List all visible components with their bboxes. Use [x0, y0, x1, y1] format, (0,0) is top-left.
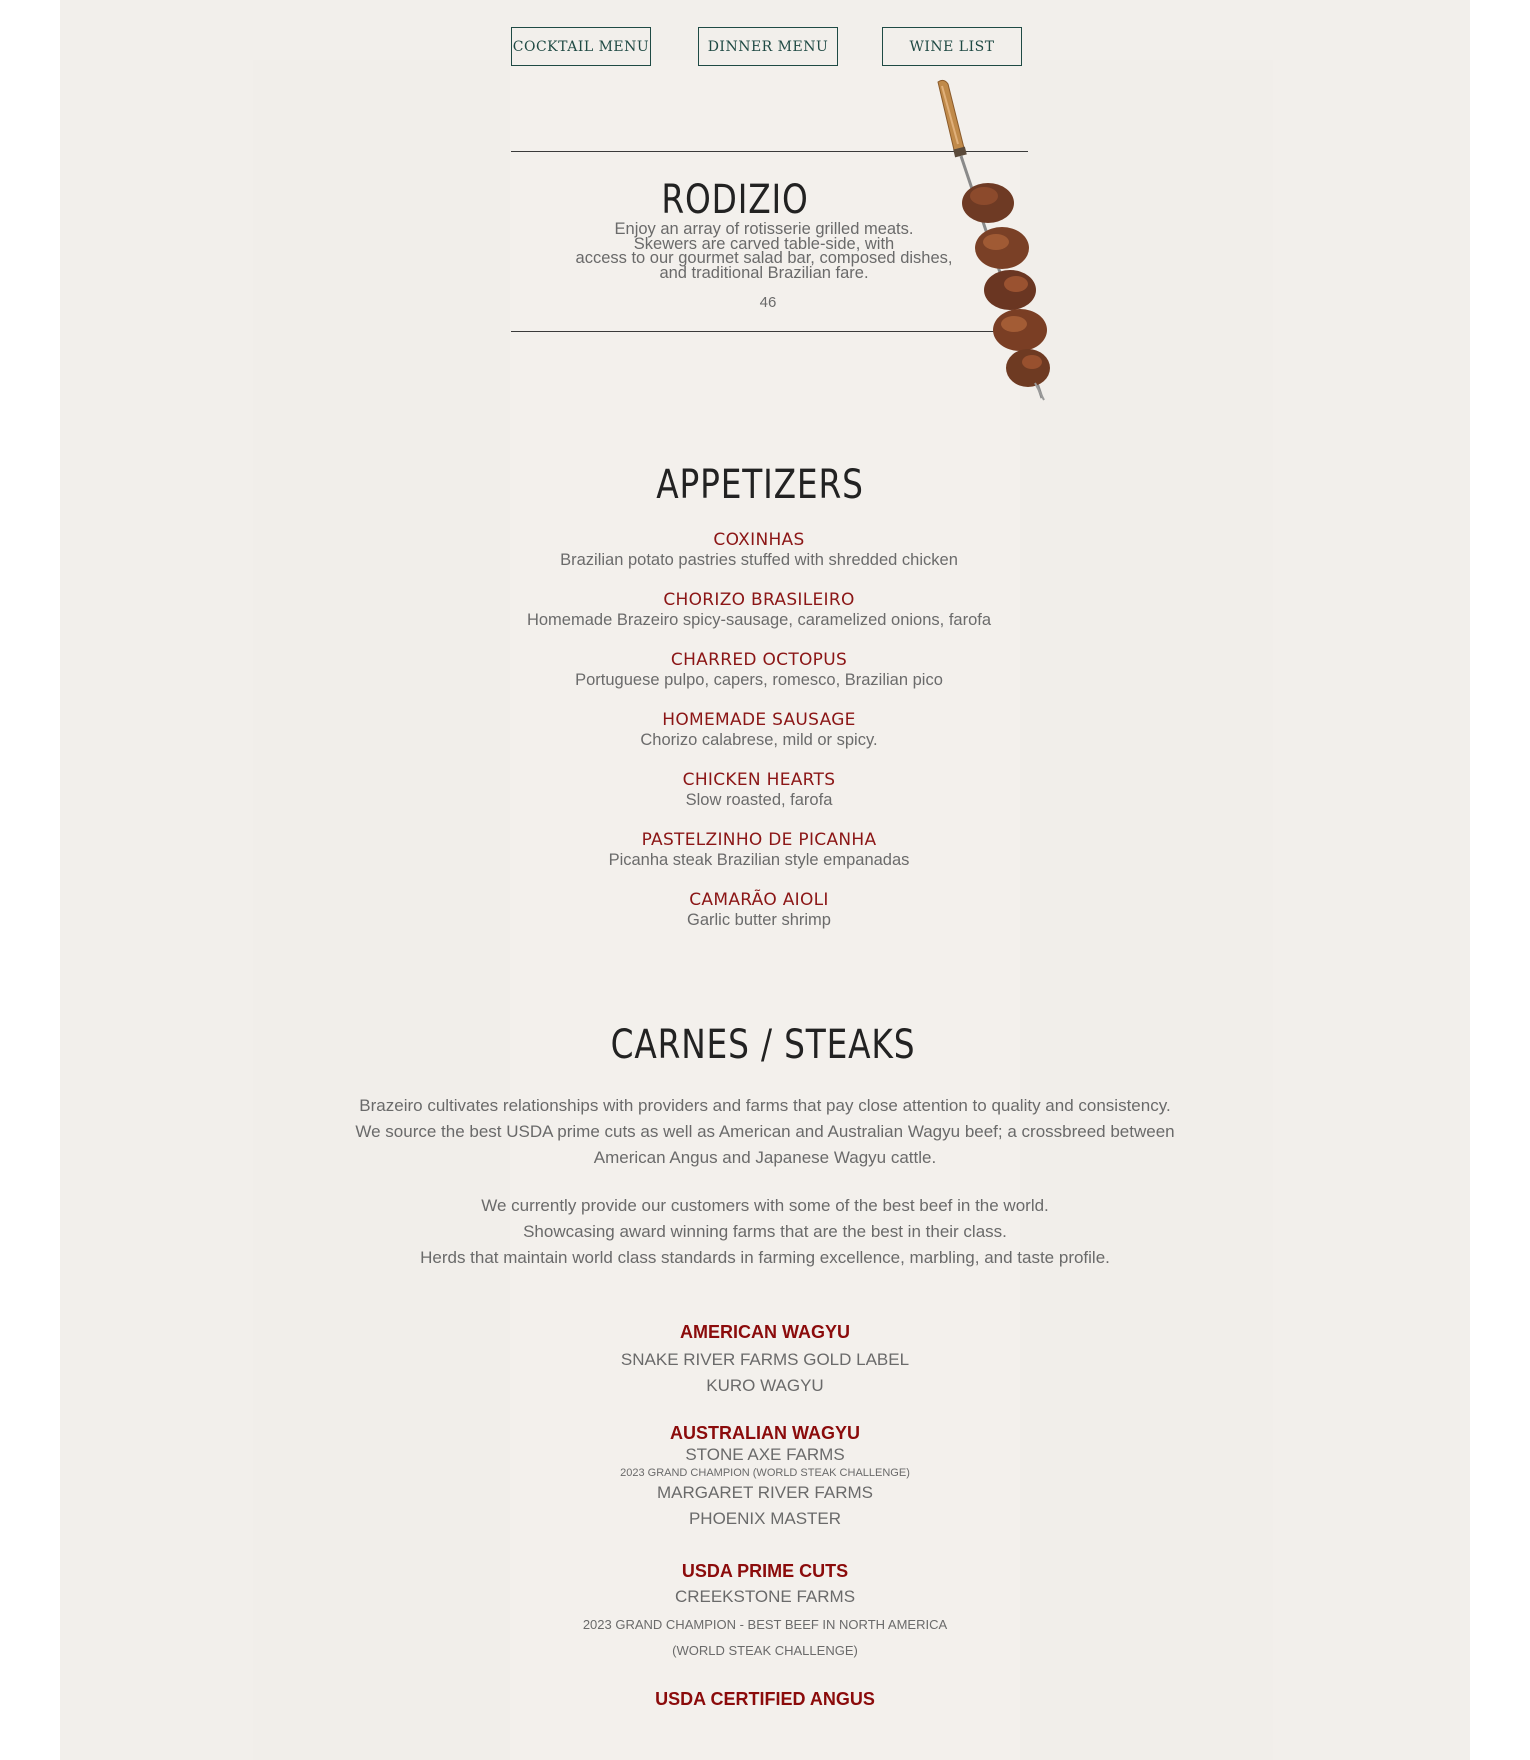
category-name: AMERICAN WAGYU [680, 1322, 850, 1342]
intro-line: Showcasing award winning farms that are the best in their class. [523, 1222, 1007, 1241]
american-wagyu-group [0, 1322, 1530, 1399]
award-text: 2023 GRAND CHAMPION - BEST BEEF IN NORTH AMERICA [582, 1617, 948, 1632]
rodizio-title: RODIZIO [661, 177, 809, 223]
steaks-title: CARNES / STEAKS [610, 1022, 916, 1068]
appetizers-section [0, 460, 1525, 510]
appetizer-item [0, 530, 1524, 570]
intro-line: We source the best USDA prime cuts as well as American and Australian Wagyu beef; a crossbreed between [355, 1122, 1175, 1141]
item-description: Portuguese pulpo, capers, romesco, Brazilian pico [575, 671, 943, 689]
rodizio-description [0, 222, 1529, 280]
item-name: HOMEMADE SAUSAGE [662, 710, 856, 730]
rodizio-price: 46 [759, 294, 777, 311]
cut-name: CREEKSTONE FARMS [674, 1587, 856, 1606]
divider-bottom [511, 331, 1001, 332]
cut-name: SNAKE RIVER FARMS GOLD LABEL [620, 1350, 910, 1369]
intro-line: Herds that maintain world class standards in farming excellence, marbling, and taste profile. [420, 1248, 1110, 1267]
rodizio-line: Skewers are carved table-side, with [633, 234, 895, 253]
item-name: CHARRED OCTOPUS [670, 650, 848, 670]
appetizer-item [0, 590, 1524, 630]
steaks-intro [0, 1093, 1530, 1171]
item-name: CHORIZO BRASILEIRO [663, 590, 855, 610]
award-text: (WORLD STEAK CHALLENGE) [672, 1643, 858, 1658]
skewer-icon [930, 78, 1050, 403]
appetizer-item [0, 710, 1524, 750]
rodizio-line: access to our gourmet salad bar, composed dishes, [575, 249, 953, 267]
steaks-section [0, 1020, 1528, 1070]
item-name: PASTELZINHO DE PICANHA [641, 830, 877, 850]
category-name: USDA CERTIFIED ANGUS [655, 1689, 875, 1709]
rodizio-line: Enjoy an array of rotisserie grilled meats. [614, 220, 914, 238]
steaks-intro-2 [0, 1193, 1530, 1271]
intro-line: We currently provide our customers with some of the best beef in the world. [481, 1196, 1049, 1215]
item-description: Brazilian potato pastries stuffed with shredded chicken [560, 551, 958, 569]
rodizio-line: and traditional Brazilian fare. [659, 263, 869, 282]
item-description: Picanha steak Brazilian style empanadas [608, 851, 910, 869]
intro-line: American Angus and Japanese Wagyu cattle. [593, 1148, 937, 1167]
wine-list-button[interactable]: WINE LIST [882, 27, 1022, 66]
category-name: USDA PRIME CUTS [681, 1561, 849, 1581]
item-name: CHICKEN HEARTS [682, 770, 836, 790]
cut-name: STONE AXE FARMS [685, 1445, 845, 1464]
usda-prime-group [0, 1561, 1530, 1664]
dinner-menu-button[interactable]: DINNER MENU [698, 27, 838, 66]
item-description: Chorizo calabrese, mild or spicy. [640, 731, 878, 749]
appetizer-item [0, 650, 1524, 690]
item-description: Garlic butter shrimp [687, 911, 831, 929]
category-name: AUSTRALIAN WAGYU [670, 1423, 860, 1443]
usda-angus-group [0, 1689, 1530, 1710]
item-description: Slow roasted, farofa [685, 791, 833, 809]
item-name: CAMARÃO AIOLI [689, 890, 829, 910]
appetizer-item [0, 890, 1524, 930]
cut-name: KURO WAGYU [706, 1376, 824, 1395]
cocktail-menu-button[interactable]: COCKTAIL MENU [511, 27, 651, 66]
appetizer-item [0, 830, 1524, 870]
australian-wagyu-group [0, 1423, 1530, 1532]
appetizers-title: APPETIZERS [656, 462, 864, 508]
cut-name: MARGARET RIVER FARMS [657, 1483, 873, 1502]
item-name: COXINHAS [713, 530, 805, 550]
item-description: Homemade Brazeiro spicy-sausage, caramelized onions, farofa [526, 611, 992, 629]
cut-name: PHOENIX MASTER [688, 1509, 842, 1528]
rodizio-section [0, 176, 1500, 224]
award-text: 2023 GRAND CHAMPION (WORLD STEAK CHALLENGE) [620, 1467, 910, 1479]
intro-line: Brazeiro cultivates relationships with providers and farms that pay close attention to quality and consistency. [359, 1096, 1171, 1115]
appetizer-item [0, 770, 1524, 810]
